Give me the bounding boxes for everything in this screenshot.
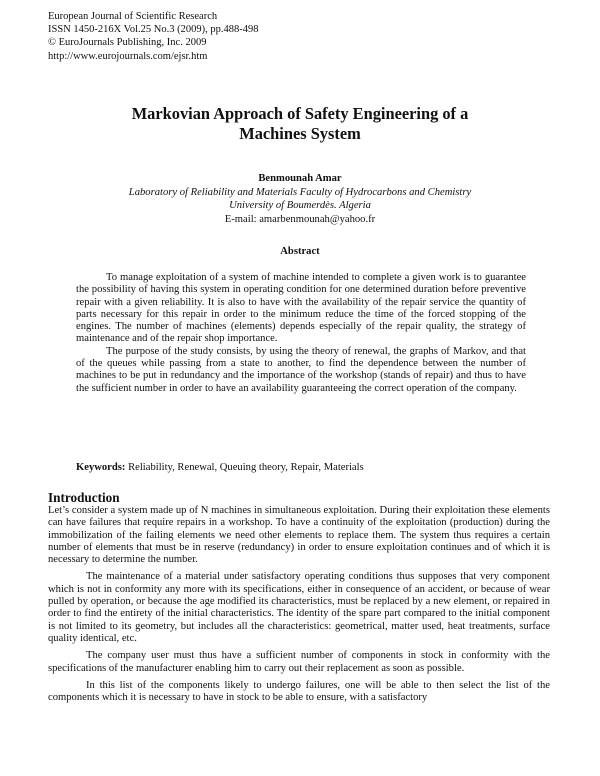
keywords-list: Reliability, Renewal, Queuing theory, Repair, Materials — [128, 462, 364, 473]
issn-line: ISSN 1450-216X Vol.25 No.3 (2009), pp.488-498 — [48, 24, 259, 36]
abstract-paragraph-1: To manage exploitation of a system of machine intended to complete a given work is to guarantee the possibility of having this system in operating condition for one determined duration before preventive repair with a given reliability. It is also to have with the availability of the repair service the quantity of parts necessary for this repair in order to the minimum reduce the time of the forced stopping of the engines. The number of machines (elements) depends especially of the repair quality, the strategy of maintenance and of the repair shop importance. — [76, 272, 526, 345]
abstract-body — [76, 272, 526, 395]
author-email: E-mail: amarbenmounah@yahoo.fr — [224, 213, 376, 225]
journal-header — [48, 10, 259, 63]
author-block — [0, 172, 600, 226]
intro-paragraph-2: The maintenance of a material under satisfactory operating conditions thus supposes that very component which is not in conformity any more with its specifications, either in consequence of an accident, or because of wear pulled by operation, or because the age modified its characteristics, must be replaced by a new element, or repaired in order to find the entirety of the initial characteristics. The identity of the spare part compared to the initial component is not limited to its geometry, but includes all the characteristics: geometrical, matter used, heat treatments, surface quality identical, etc. — [48, 571, 550, 644]
title-line-2: Machines System — [239, 124, 361, 143]
affiliation-line-2: University of Boumerdès. Algeria — [229, 200, 371, 212]
journal-url: http://www.eurojournals.com/ejsr.htm — [48, 50, 208, 62]
abstract-paragraph-2: The purpose of the study consists, by using the theory of renewal, the graphs of Markov, and that of the queues while passing from a state to another, to find the dependence between the number of machines to be put in redundancy and the importance of the workshop (stands of repair) and thus to have the sufficient number in order to have an availability guaranteeing the correct operation of the company. — [76, 345, 526, 394]
keywords-label: Keywords: — [76, 462, 126, 473]
intro-paragraph-1: Let’s consider a system made up of N machines in simultaneous exploitation. During their exploitation these elements can have failures that require repairs in a workshop. To have a continuity of the exploitation (production) during the immobilization of the failing elements we need other elements to replace them. The system thus requires a certain number of elements that must be in reserve (redundancy) in order to ensure exploitation continues and of which it is necessary to determine the number. — [48, 505, 550, 566]
introduction-body — [48, 505, 550, 709]
keywords-line — [76, 462, 536, 473]
intro-paragraph-3: The company user must thus have a sufficient number of components in stock in conformity with the specifications of the manufacturer enabling him to carry out their replacement as soon as possible. — [48, 650, 550, 674]
copyright-line: © EuroJournals Publishing, Inc. 2009 — [48, 37, 207, 49]
introduction-heading: Introduction — [48, 490, 120, 505]
paper-title — [0, 104, 600, 144]
intro-paragraph-4: In this list of the components likely to undergo failures, one will be able to then select the list of the components which it is necessary to have in stock to be able to ensure, with a satisfactory — [48, 679, 550, 704]
journal-name: European Journal of Scientific Research — [48, 11, 218, 22]
abstract-heading: Abstract — [280, 246, 320, 257]
affiliation-line-1: Laboratory of Reliability and Materials Faculty of Hydrocarbons and Chemistry — [128, 186, 472, 198]
author-name: Benmounah Amar — [258, 173, 342, 184]
title-line-1: Markovian Approach of Safety Engineering of a — [131, 104, 469, 123]
